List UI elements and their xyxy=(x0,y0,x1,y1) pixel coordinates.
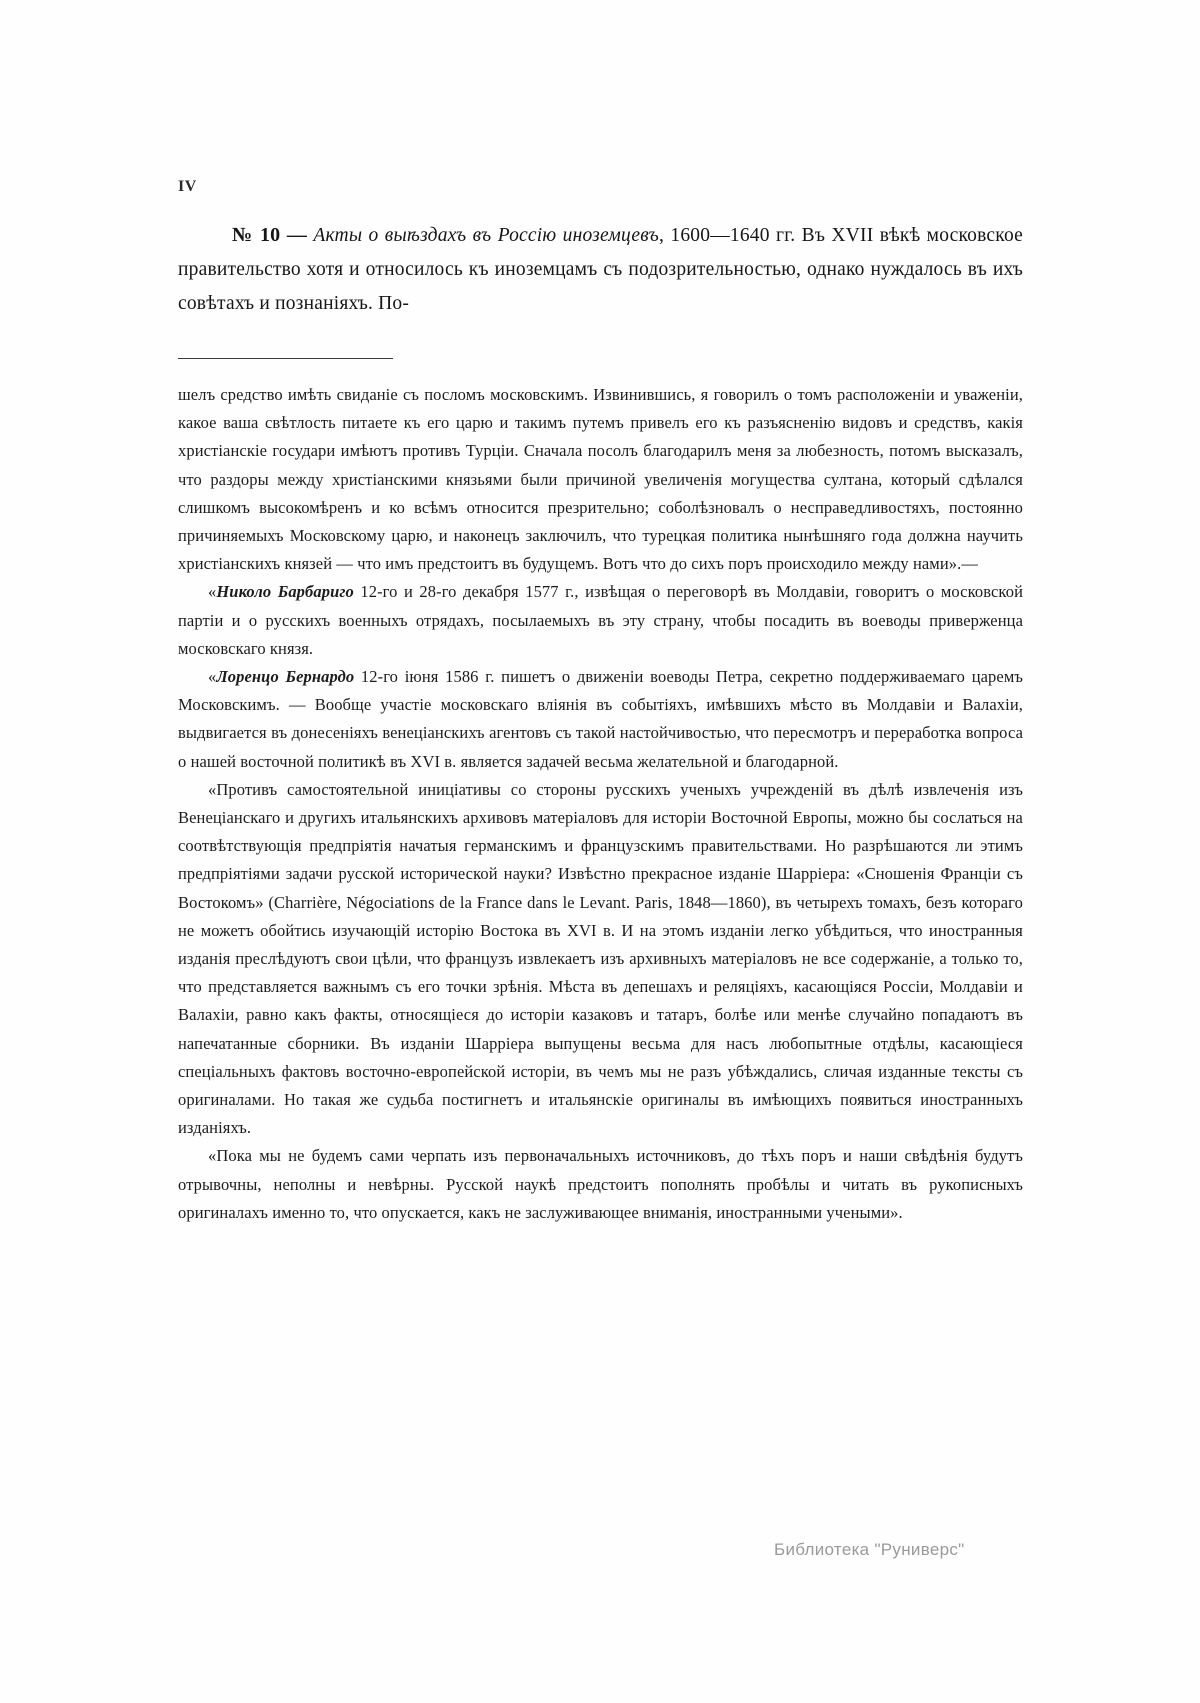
person-name: Николо Барбариго xyxy=(216,582,354,602)
footnote-text: 12-го іюня 1586 г. пишетъ о движеніи воеводы Петра, секретно поддерживаемаго царемъ Московскимъ. — Вообще участіе московскаго вліянія въ событіяхъ, имѣвшихъ мѣсто въ Молдавіи и Валахіи, выдвигается въ донесеніяхъ венеціанскихъ агентовъ съ такой настойчивостью, что пересмотръ и переработка вопроса о нашей восточной политикѣ въ XVI в. является задачей весьма желательной и благодарной. xyxy=(178,667,1023,771)
footnote-paragraph: шелъ средство имѣть свиданіе съ посломъ московскимъ. Извинившись, я говорилъ о томъ расположеніи и уваженіи, какое ваша свѣтлость питаете къ его царю и такимъ путемъ привелъ его къ разъясненію видовъ и средствъ, какія христіанскіе государи имѣютъ противъ Турціи. Сначала посолъ благодарилъ меня за любезность, потомъ высказалъ, что раздоры между христіанскими князьями были причиной увеличенія могущества султана, который сдѣлался слишкомъ высокомѣренъ и ко всѣмъ относится презрительно; соболѣзновалъ о несправедливостяхъ, постоянно причиняемыхъ Московскому царю, и наконецъ заключилъ, что турецкая политика нынѣшняго года должна научить христіанскихъ князей — что имъ предстоитъ въ будущемъ. Вотъ что до сихъ поръ происходило между нами».— xyxy=(178,385,1023,574)
quote-mark: « xyxy=(208,582,217,602)
footnote-block xyxy=(178,381,1023,1227)
entry-body: Въ XVII вѣкѣ московское правительство хотя и относилось къ иноземцамъ съ подозрительностью, однако нуждалось въ ихъ совѣтахъ и познаніяхъ. По- xyxy=(178,225,1024,314)
folio-number: IV xyxy=(178,178,197,195)
footnote-rule xyxy=(178,358,393,359)
library-watermark: Библиотека "Руниверс" xyxy=(774,1540,965,1559)
footnote-text: 12-го и 28-го декабря 1577 г., извѣщая о переговорѣ въ Молдавіи, говоритъ о московской партіи и о русскихъ военныхъ отрядахъ, посылаемыхъ въ эту страну, чтобы посадить въ воеводы приверженца московскаго князя. xyxy=(178,582,1023,658)
entry-paragraph xyxy=(178,218,1023,321)
footnote-paragraph: «Пока мы не будемъ сами черпать изъ первоначальныхъ источниковъ, до тѣхъ поръ и наши свѣдѣнія будутъ отрывочны, неполны и невѣрны. Русской наукѣ предстоитъ пополнять пробѣлы и читать въ рукописныхъ оригиналахъ именно то, что опускается, какъ не заслуживающее вниманія, иностранными учеными». xyxy=(178,1146,1023,1222)
person-name: Лоренцо Бернардо xyxy=(216,667,355,687)
entry-years: , 1600—1640 гг. xyxy=(659,225,796,246)
footnote-paragraph xyxy=(178,663,1023,776)
footnote-paragraph xyxy=(178,578,1023,663)
quote-mark: « xyxy=(208,667,217,687)
entry-block xyxy=(178,218,1023,321)
entry-number: № 10 — xyxy=(232,224,308,246)
footnote-paragraph: «Противъ самостоятельной иниціативы со стороны русскихъ ученыхъ учрежденій въ дѣлѣ извлеченія изъ Венеціанскаго и другихъ итальянскихъ архивовъ матеріаловъ для исторіи Восточной Европы, можно бы сослаться на соотвѣтствующія предпріятія начатыя германскимъ и французскимъ правительствами. Но разрѣшаются ли этимъ предпріятіями задачи русской исторической науки? Извѣстно прекрасное изданіе Шарріера: «Сношенія Франціи съ Востокомъ» (Charrière, Négociations de la France dans le Levant. Paris, 1848—1860), въ четырехъ томахъ, безъ котораго не можетъ обойтись изучающій исторію Востока въ XVI в. И на этомъ изданіи легко убѣдиться, что иностранныя изданія преслѣдуютъ свои цѣли, что французъ извлекаетъ изъ архивныхъ матеріаловъ не все содержаніе, а только то, что представляется важнымъ съ его точки зрѣнія. Мѣста въ депешахъ и реляціяхъ, касающіяся Россіи, Молдавіи и Валахіи, равно какъ факты, относящіеся до исторіи казаковъ и татаръ, болѣе или менѣе случайно попадаютъ въ напечатанные сборники. Въ изданіи Шарріера выпущены весьма для насъ любопытные отдѣлы, касающіеся спеціальныхъ фактовъ восточно-европейской исторіи, въ чемъ мы не разъ убѣждались, сличая изданные тексты съ оригиналами. Но такая же судьба постигнетъ и итальянскіе оригиналы въ имѣющихъ появиться иностранныхъ изданіяхъ. xyxy=(178,779,1023,1138)
entry-title: Акты о выѣздахъ въ Россію иноземцевъ xyxy=(313,225,660,246)
